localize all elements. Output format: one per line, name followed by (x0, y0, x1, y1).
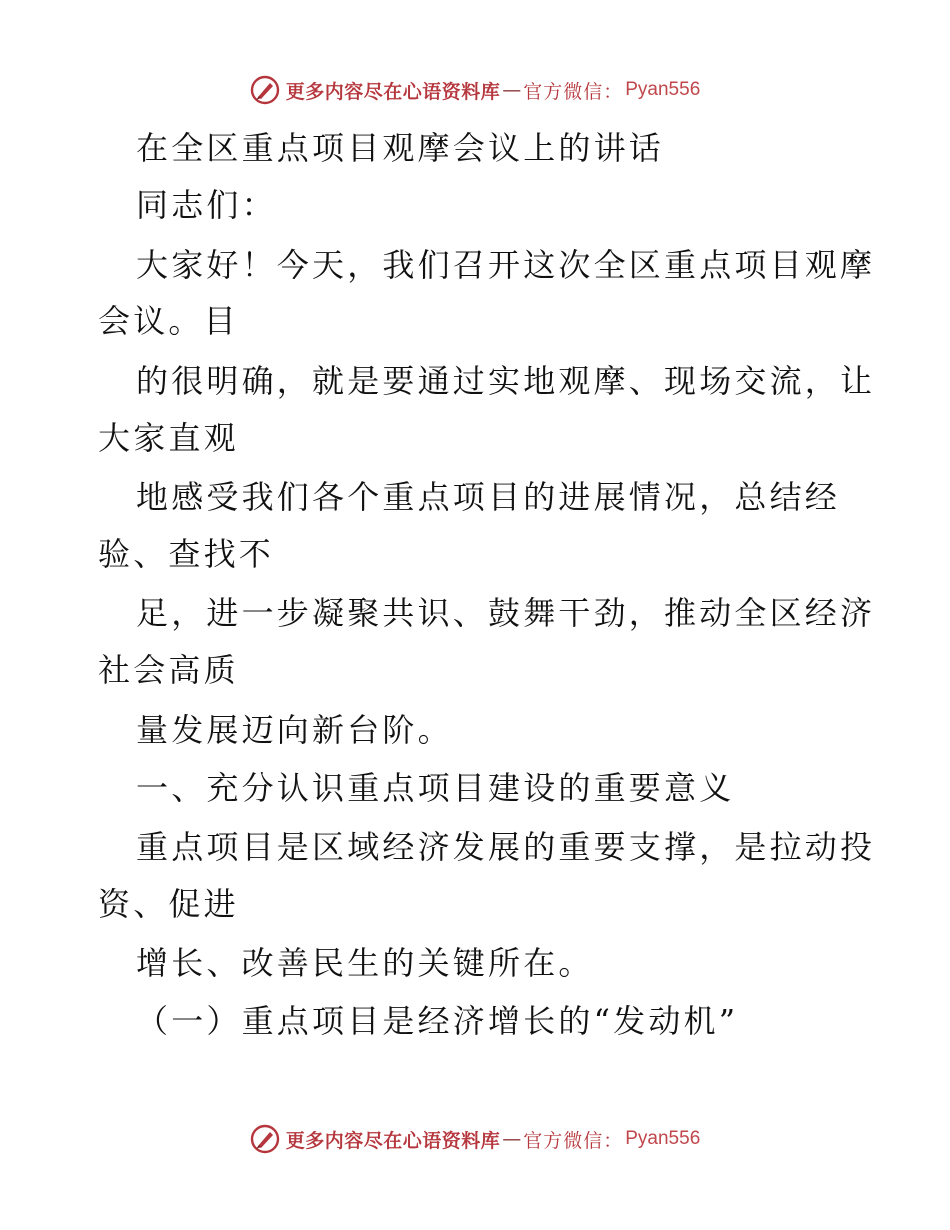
paragraph-line: 大家好！今天，我们召开这次全区重点项目观摩 (136, 246, 876, 284)
paragraph-line: 量发展迈向新台阶。 (136, 711, 453, 749)
paragraph-line: 资、促进 (98, 885, 239, 923)
paragraph-line: 地感受我们各个重点项目的进展情况，总结经 (136, 478, 841, 516)
paragraph-line: 足，进一步凝聚共识、鼓舞干劲，推动全区经济 (136, 594, 876, 632)
quill-pen-circle-icon (250, 75, 280, 105)
paragraph-line: 社会高质 (98, 651, 239, 689)
footer-watermark (0, 1121, 950, 1157)
watermark-dash: — (502, 79, 522, 101)
watermark-main-text: 更多内容尽在心语资料库 (285, 80, 501, 103)
subsection-heading: （一）重点项目是经济增长的“发动机” (136, 1002, 739, 1040)
watermark-main-text: 更多内容尽在心语资料库 (285, 1129, 501, 1152)
paragraph-line: 大家直观 (98, 419, 239, 457)
watermark-id: Pyan556 (625, 1128, 701, 1149)
paragraph-line: 验、查找不 (98, 535, 275, 573)
paragraph-line: 增长、改善民生的关键所在。 (136, 944, 594, 982)
salutation: 同志们： (136, 186, 277, 224)
watermark-sub-text: 官方微信： (523, 1129, 624, 1152)
watermark-dash: — (502, 1128, 522, 1150)
document-title: 在全区重点项目观摩会议上的讲话 (136, 129, 665, 167)
watermark-sub-text: 官方微信： (523, 80, 624, 103)
section-heading: 一、充分认识重点项目建设的重要意义 (136, 769, 735, 807)
paragraph-line: 的很明确，就是要通过实地观摩、现场交流，让 (136, 362, 876, 400)
watermark-id: Pyan556 (625, 79, 701, 100)
paragraph-line: 会议。目 (98, 302, 239, 340)
quill-pen-circle-icon (250, 1124, 280, 1154)
header-watermark (0, 72, 950, 108)
paragraph-line: 重点项目是区域经济发展的重要支撑，是拉动投 (136, 828, 876, 866)
